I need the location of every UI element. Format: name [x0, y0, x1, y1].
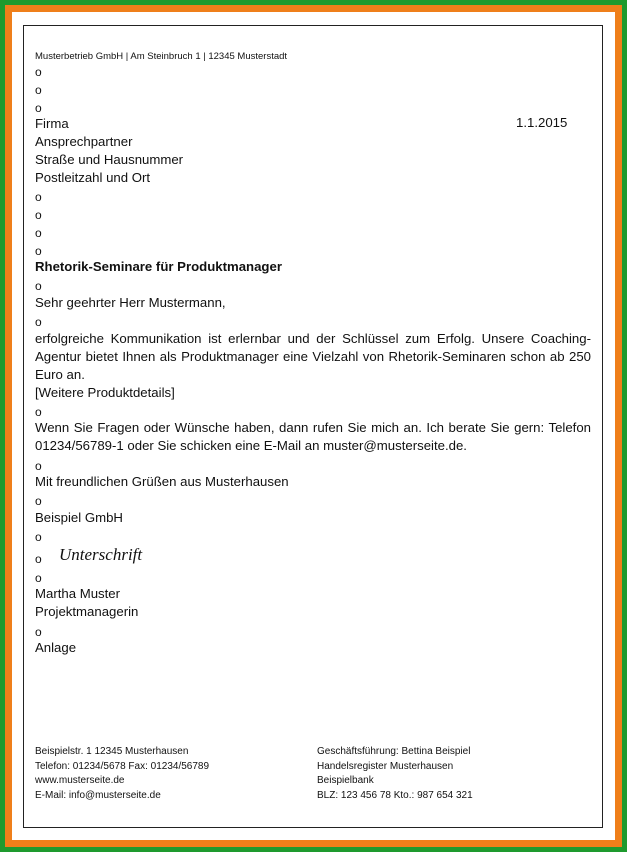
closing: Mit freundlichen Grüßen aus Musterhausen: [35, 474, 289, 489]
footer-register: Handelsregister Musterhausen: [317, 760, 454, 772]
signer-role: Projektmanagerin: [35, 604, 139, 619]
attachment-note: Anlage: [35, 640, 77, 655]
blank-mark: o: [35, 244, 42, 258]
product-details: [Weitere Produktdetails]: [35, 385, 175, 400]
blank-mark: o: [35, 65, 42, 79]
letter-page: [23, 25, 603, 828]
footer-phone: Telefon: 01234/5678 Fax: 01234/56789: [35, 760, 210, 772]
footer-email: E-Mail: info@musterseite.de: [35, 789, 161, 801]
blank-mark: o: [35, 101, 42, 115]
blank-mark: o: [35, 494, 42, 508]
blank-mark: o: [35, 83, 42, 97]
company-signoff: Beispiel GmbH: [35, 510, 123, 525]
blank-mark: o: [35, 279, 42, 293]
address-city: Postleitzahl und Ort: [35, 170, 151, 185]
blank-mark: o: [35, 208, 42, 222]
blank-mark: o: [35, 552, 42, 566]
blank-mark: o: [35, 190, 42, 204]
blank-mark: o: [35, 226, 42, 240]
body-paragraph-2: Wenn Sie Fragen oder Wünsche haben, dann rufen Sie mich an. Ich berate Sie gern: Telefon 01234/56789-1 oder Sie schicken eine E-Mail an muster@musterseite.de.: [35, 420, 591, 453]
blank-mark: o: [35, 625, 42, 639]
salutation: Sehr geehrter Herr Mustermann,: [35, 295, 226, 310]
signer-name: Martha Muster: [35, 586, 121, 601]
letter-date: 1.1.2015: [516, 115, 568, 130]
blank-mark: o: [35, 530, 42, 544]
footer-website: www.musterseite.de: [35, 775, 125, 786]
signature: Unterschrift: [59, 545, 143, 564]
subject-line: Rhetorik-Seminare für Produktmanager: [35, 259, 282, 274]
blank-mark: o: [35, 315, 42, 329]
blank-mark: o: [35, 571, 42, 585]
footer-right: [317, 745, 473, 803]
address-street: Straße und Hausnummer: [35, 152, 184, 167]
address-company: Firma: [35, 116, 69, 131]
footer-account: BLZ: 123 456 78 Kto.: 987 654 321: [317, 789, 473, 801]
sender-line: Musterbetrieb GmbH | Am Steinbruch 1 | 12345 Musterstadt: [35, 51, 288, 62]
body-paragraph-1: erfolgreiche Kommunikation ist erlernbar und der Schlüssel zum Erfolg. Unsere Coaching-Agentur bietet Ihnen als Produktmanager eine Vielzahl von Rhetorik-Seminaren schon ab 250 Euro an.: [35, 331, 591, 382]
footer-management: Geschäftsführung: Bettina Beispiel: [317, 746, 471, 757]
footer-bank: Beispielbank: [317, 775, 374, 786]
blank-mark: o: [35, 405, 42, 419]
address-contact: Ansprechpartner: [35, 134, 133, 149]
footer-address: Beispielstr. 1 12345 Musterhausen: [35, 746, 189, 757]
blank-mark: o: [35, 459, 42, 473]
footer-left: [35, 745, 209, 803]
